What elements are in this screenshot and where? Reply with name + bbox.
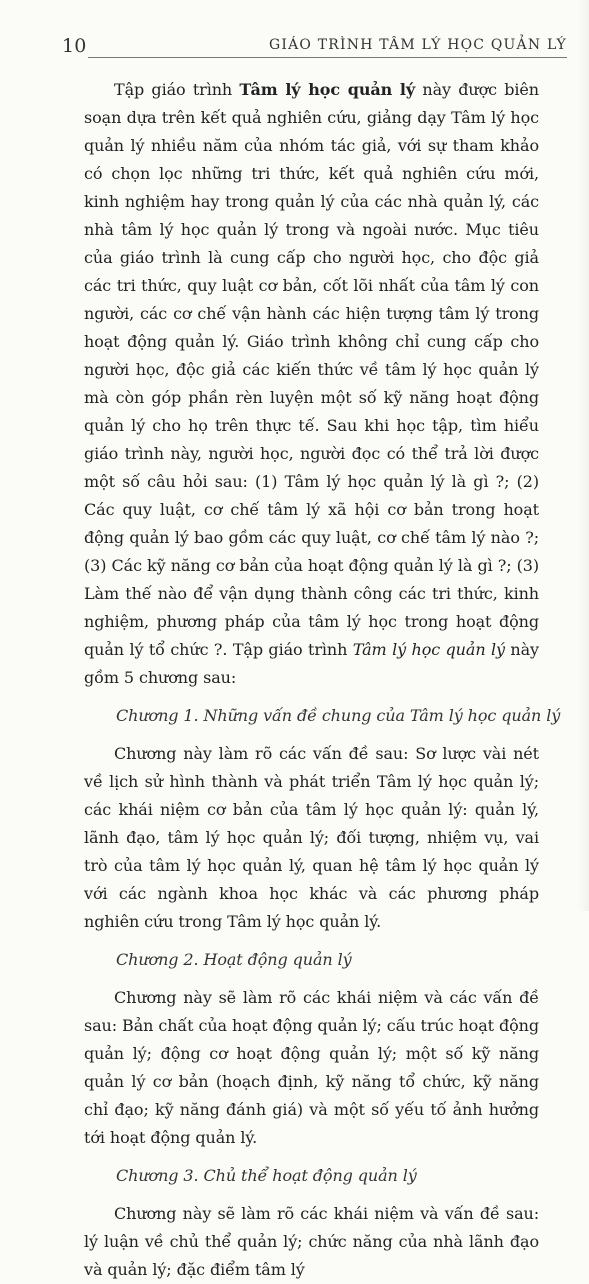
chapter-1-summary: Chương này làm rõ các vấn đề sau: Sơ lược vài nét về lịch sử hình thành và phát triển Tâm lý học quản lý; các khái niệm cơ bản của tâm lý học quản lý: quản lý, lãnh đạo, tâm lý học quản lý; đối tượng, nhiệm vụ, vai trò của tâm lý học quản lý, quan hệ tâm lý học quản lý với các ngành khoa học khác và các phương pháp nghiên cứu trong Tâm lý học quản lý.	[84, 744, 539, 931]
running-title: GIÁO TRÌNH TÂM LÝ HỌC QUẢN LÝ	[268, 37, 567, 53]
chapter-2-heading: Chương 2. Hoạt động quản lý	[116, 950, 352, 969]
intro-text-part2: này được biên soạn dựa trên kết quả nghiên cứu, giảng dạy Tâm lý học quản lý nhiều năm của nhóm tác giả, với sự tham khảo có chọn lọc những tri thức, kết quả nghiên cứu mới, kinh nghiệm hay trong quản lý của các nhà quản lý, các nhà tâm lý học quản lý trong và ngoài nước. Mục tiêu của giáo trình là cung cấp cho người học, cho độc giả các tri thức, quy luật cơ bản, cốt lõi nhất của tâm lý con người, các cơ chế vận hành các hiện tượng tâm lý trong hoạt động quản lý. Giáo trình không chỉ cung cấp cho người học, độc giả các kiến thức về tâm lý học quản lý mà còn góp phần rèn luyện một số kỹ năng hoạt động quản lý cho họ trên thực tế. Sau khi học tập, tìm hiểu giáo trình này, người học, người đọc có thể trả lời được một số câu hỏi sau: (1) Tâm lý học quản lý là gì ?; (2) Các quy luật, cơ chế tâm lý xã hội cơ bản trong hoạt động quản lý bao gồm các quy luật, cơ chế tâm lý nào ?; (3) Các kỹ năng cơ bản của hoạt động quản lý là gì ?; (3) Làm thế nào để vận dụng thành công các tri thức, kinh nghiệm, phương pháp của tâm lý học trong hoạt động quản lý tổ chức ?. Tập giáo trình	[84, 80, 539, 659]
page-number: 10	[62, 35, 87, 57]
chapter-2-summary: Chương này sẽ làm rõ các khái niệm và các vấn đề sau: Bản chất của hoạt động quản lý; cấu trúc hoạt động quản lý; động cơ hoạt động quản lý; một số kỹ năng quản lý cơ bản (hoạch định, kỹ năng tổ chức, kỹ năng chỉ đạo; kỹ năng đánh giá) và một số yếu tố ảnh hưởng tới hoạt động quản lý.	[84, 988, 539, 1147]
intro-book-title-italic: Tâm lý học quản lý	[352, 640, 505, 659]
chapter-3-summary: Chương này sẽ làm rõ các khái niệm và vấn đề sau: lý luận về chủ thể quản lý; chức năng của nhà lãnh đạo và quản lý; đặc điểm tâm lý	[84, 1204, 539, 1279]
page-header	[0, 0, 589, 60]
intro-book-title-bold: Tâm lý học quản lý	[239, 80, 416, 99]
intro-text-part3: này gồm 5 chương sau:	[84, 640, 539, 687]
page-edge-shade	[577, 0, 589, 911]
intro-paragraph	[84, 76, 539, 692]
chapter-3-heading: Chương 3. Chủ thể hoạt động quản lý	[116, 1166, 417, 1185]
chapter-1-heading: Chương 1. Những vấn đề chung của Tâm lý học quản lý	[116, 706, 561, 725]
page-content	[84, 76, 561, 1284]
intro-text-part1: Tập giáo trình	[114, 80, 240, 99]
header-rule	[88, 57, 567, 58]
